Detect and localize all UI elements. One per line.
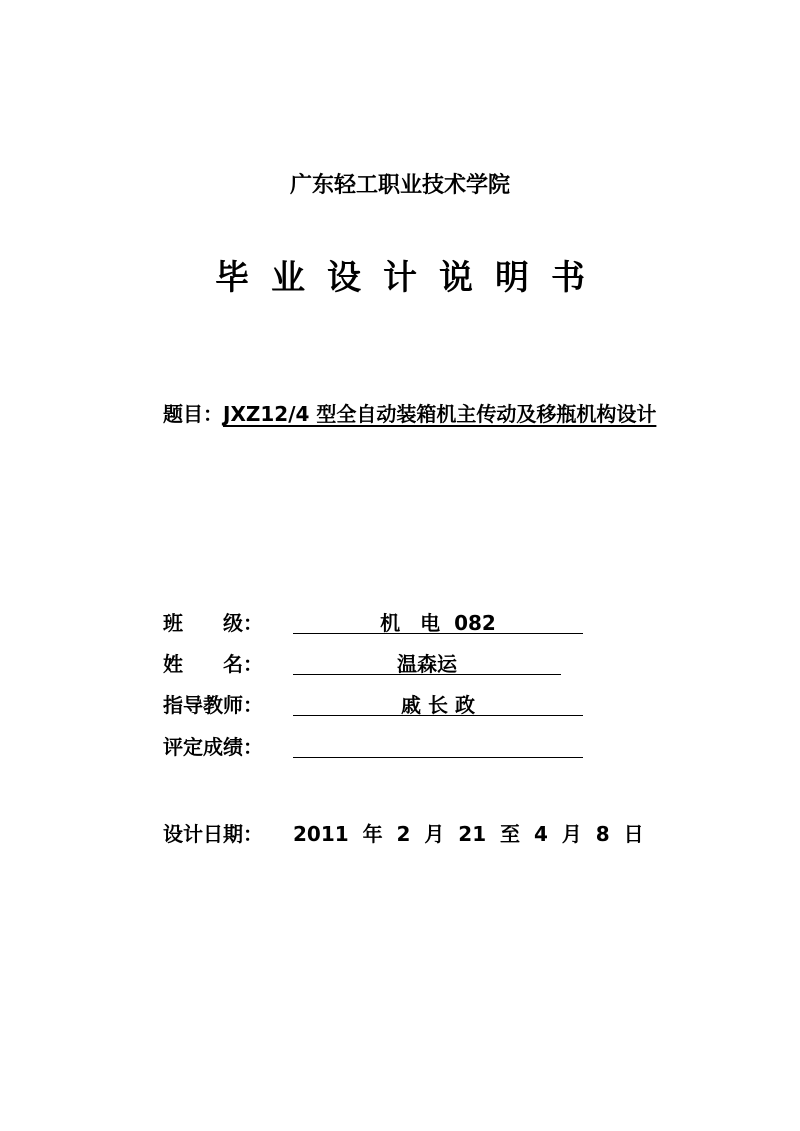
- date-value: 2011 年 2 月 21 至 4 月 8 日: [293, 822, 644, 846]
- advisor-value: 戚 长 政: [293, 689, 583, 716]
- date-row: [163, 818, 644, 847]
- class-value: 机 电 082: [293, 607, 583, 634]
- grade-value: [293, 731, 583, 758]
- grade-label: 评定成绩：: [163, 735, 263, 759]
- document-title: 毕业设计说明书: [215, 258, 607, 298]
- name-value: 温森运: [293, 648, 561, 675]
- topic-text: JXZ12/4 型全自动装箱机主传动及移瓶机构设计: [223, 402, 657, 426]
- topic-label: 题目：: [163, 402, 223, 426]
- topic-row: [163, 398, 660, 427]
- date-label: 设计日期：: [163, 822, 263, 846]
- class-label: 班 级：: [163, 611, 263, 635]
- advisor-label: 指导教师：: [163, 693, 263, 717]
- name-label: 姓 名：: [163, 652, 263, 676]
- institution-name: 广东轻工职业技术学院: [289, 173, 510, 198]
